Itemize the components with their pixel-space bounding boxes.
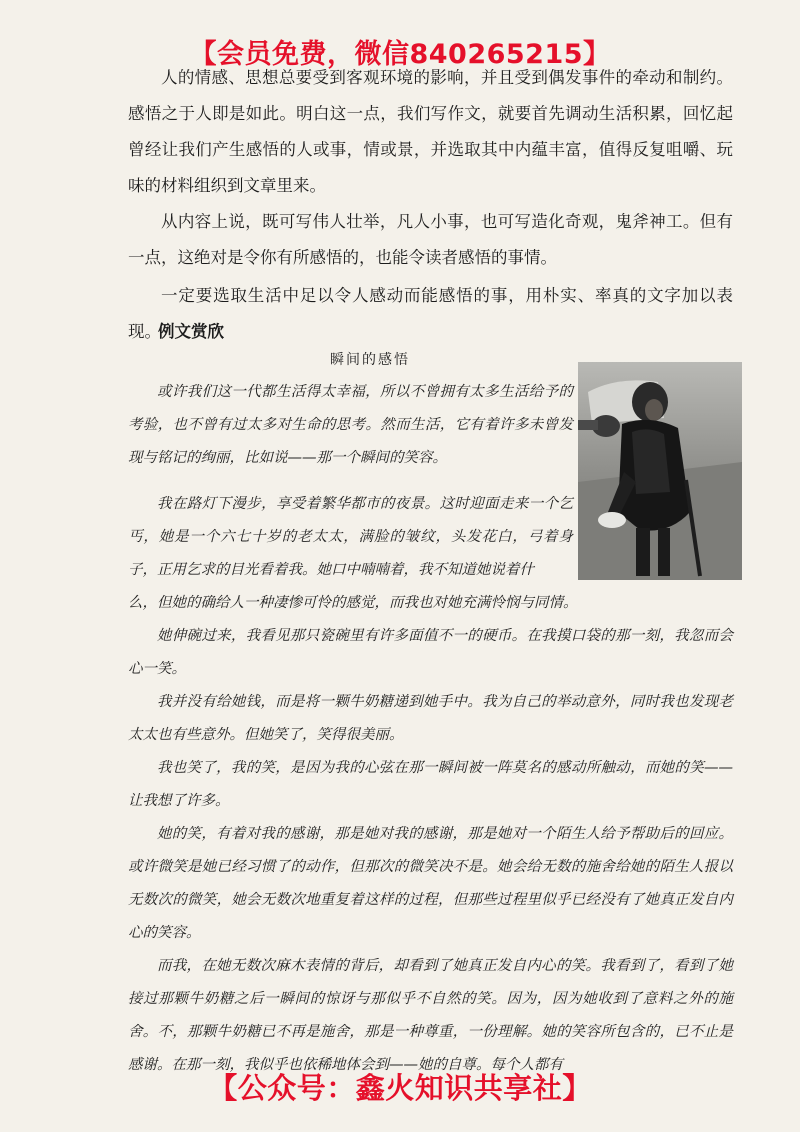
essay-paragraph-2: 我在路灯下漫步，享受着繁华都市的夜景。这时迎面走来一个乞丐，她是一个六七十岁的老太太，满脸的皱纹，头发花白，弓着身子，正用乞求的目光看着我。她口中喃喃着，我不知道她说着什 (128, 496, 573, 578)
watermark-top: 【会员免费，微信840265215】 (189, 39, 611, 70)
intro-paragraph-3: 一定要选取生活中足以令人感动而能感悟的事，用朴实、率真的文字加以表现。 (128, 286, 733, 341)
section-heading: 例文赏欣 (158, 322, 224, 341)
essay-paragraph-7: 而我，在她无数次麻木表情的背后，却看到了她真正发自内心的笑。我看到了，看到了她接过那颗牛奶糖之后一瞬间的惊讶与那似乎不自然的笑。因为，因为她收到了意料之外的施舍。不，那颗牛奶糖已不再是施舍，那是一种尊重，一份理解。她的笑容所包含的，已不止是感谢。在那一刻，我似乎也依稀地体会到——她的自尊。每个人都有 (128, 958, 733, 1073)
essay-paragraph-2-continued: 么，但她的确给人一种凄惨可怜的感觉，而我也对她充满怜悯与同情。 (128, 595, 578, 611)
essay-paragraph-1: 或许我们这一代都生活得太幸福，所以不曾拥有太多生活给予的考验，也不曾有过太多对生命的思考。然而生活，它有着许多未曾发现与铭记的绚丽，比如说——那一个瞬间的笑容。 (128, 384, 573, 466)
essay-paragraph-4: 我并没有给她钱，而是将一颗牛奶糖递到她手中。我为自己的举动意外，同时我也发现老太太也有些意外。但她笑了，笑得很美丽。 (128, 694, 733, 743)
watermark-bottom: 【公众号：鑫火知识共享社】 (208, 1071, 592, 1105)
essay-paragraph-5: 我也笑了，我的笑，是因为我的心弦在那一瞬间被一阵莫名的感动所触动，而她的笑——让我想了许多。 (128, 760, 733, 809)
essay-title: 瞬间的感悟 (330, 352, 410, 368)
essay-paragraph-3: 她伸碗过来，我看见那只瓷碗里有许多面值不一的硬币。在我摸口袋的那一刻，我忽而会心一笑。 (128, 628, 733, 677)
beggar-photo (578, 362, 742, 580)
intro-paragraph-2: 从内容上说，既可写伟人壮举，凡人小事，也可写造化奇观，鬼斧神工。但有一点，这绝对是令你有所感悟的，也能令读者感悟的事情。 (128, 212, 733, 267)
essay-paragraph-6: 她的笑，有着对我的感谢，那是她对我的感谢，那是她对一个陌生人给予帮助后的回应。或许微笑是她已经习惯了的动作，但那次的微笑决不是。她会给无数的施舍给她的陌生人报以无数次的微笑，她会无数次地重复着这样的过程，但那些过程里似乎已经没有了她真正发自内心的笑容。 (128, 826, 733, 941)
intro-paragraph-1: 人的情感、思想总要受到客观环境的影响，并且受到偶发事件的牵动和制约。感悟之于人即是如此。明白这一点，我们写作文，就要首先调动生活积累，回忆起曾经让我们产生感悟的人或事，情或景，并选取其中内蕴丰富，值得反复咀嚼、玩味的材料组织到文章里来。 (128, 68, 733, 195)
beggar-photo-image (578, 362, 742, 580)
